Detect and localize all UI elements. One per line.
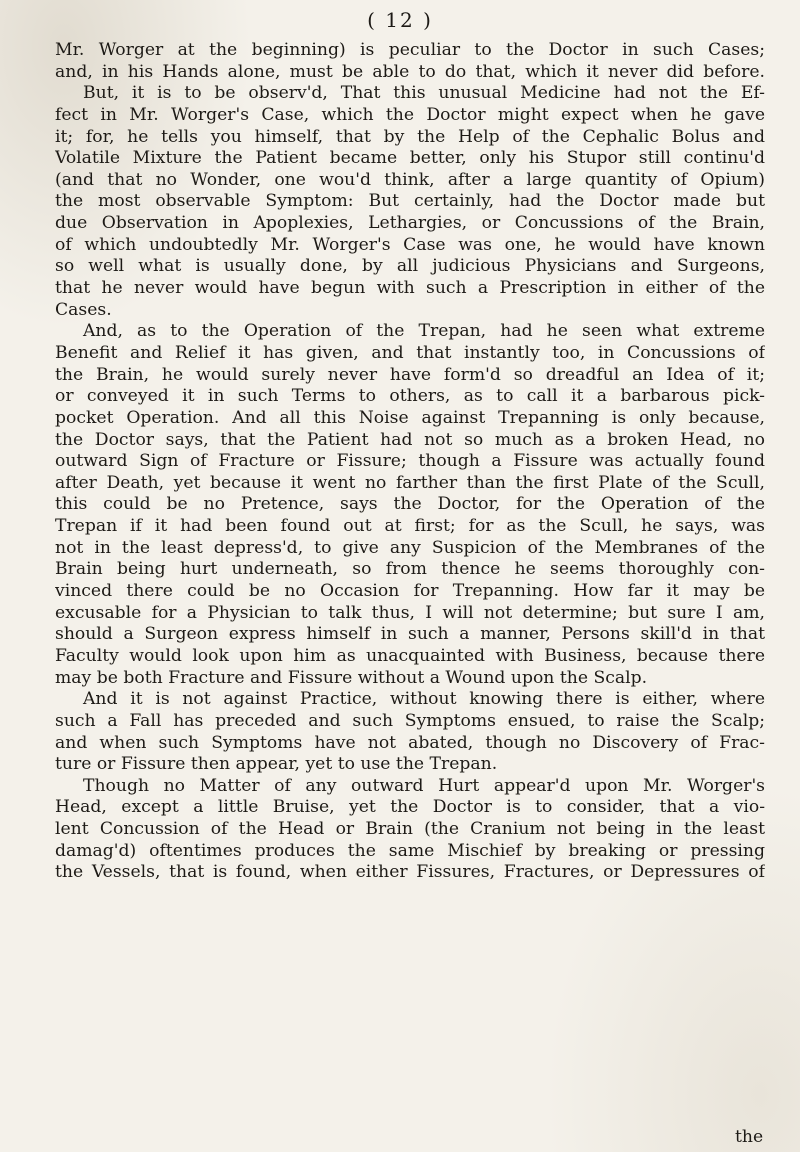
text-line: And it is not against Practice, without knowing there is either, where <box>83 689 765 710</box>
text-line: fect in Mr. Worger's Case, which the Doctor might expect when he gave <box>55 104 765 125</box>
text-line: or conveyed it in such Terms to others, as to call it a barbarous pick- <box>55 386 765 407</box>
text-line: Mr. Worger at the beginning) is peculiar to the Doctor in such Cases; <box>55 40 765 60</box>
text-line: that he never would have begun with such a Prescription in either of the <box>55 278 765 299</box>
text-line: Head, except a little Bruise, yet the Doctor is to consider, that a vio- <box>55 797 765 818</box>
text-line: ture or Fissure then appear, yet to use the Trepan. <box>55 754 498 775</box>
text-line: the Brain, he would surely never have form'd so dreadful an Idea of it; <box>55 364 765 385</box>
text-line: But, it is to be observ'd, That this unusual Medicine had not the Ef- <box>83 83 765 104</box>
text-line: Brain being hurt underneath, so from thence he seems thoroughly con- <box>55 559 765 580</box>
page-number: ( 12 ) <box>367 8 433 32</box>
text-line: And, as to the Operation of the Trepan, had he seen what extreme <box>83 321 765 342</box>
text-line: not in the least depress'd, to give any Suspicion of the Membranes of the <box>55 537 765 558</box>
text-line: vinced there could be no Occasion for Trepanning. How far it may be <box>55 581 765 602</box>
text-line: outward Sign of Fracture or Fissure; though a Fissure was actually found <box>55 451 765 472</box>
text-line: Volatile Mixture the Patient became better, only his Stupor still continu'd <box>55 148 765 169</box>
text-line: pocket Operation. And all this Noise against Trepanning is only because, <box>55 407 765 428</box>
text-line: the Vessels, that is found, when either Fissures, Fractures, or Depressures of <box>55 862 765 883</box>
text-line: damag'd) oftentimes produces the same Mischief by breaking or pressing <box>55 840 765 861</box>
text-line: may be both Fracture and Fissure without a Wound upon the Scalp. <box>55 667 648 688</box>
text-line: and, in his Hands alone, must be able to do that, which it never did before. <box>55 61 765 82</box>
text-line: Cases. <box>55 299 112 320</box>
catchword: the <box>735 1127 764 1147</box>
text-line: the Doctor says, that the Patient had not so much as a broken Head, no <box>55 429 765 450</box>
text-line: the most observable Symptom: But certainly, had the Doctor made but <box>55 191 765 212</box>
body-text <box>55 40 765 884</box>
text-line: this could be no Pretence, says the Doctor, for the Operation of the <box>55 494 765 515</box>
text-line: after Death, yet because it went no farther than the first Plate of the Scull, <box>55 472 765 493</box>
text-line: Trepan if it had been found out at first; for as the Scull, he says, was <box>55 516 765 537</box>
text-line: so well what is usually done, by all judicious Physicians and Surgeons, <box>55 256 765 277</box>
text-line: Benefit and Relief it has given, and that instantly too, in Concussions of <box>55 342 765 363</box>
text-line: Faculty would look upon him as unacquainted with Business, because there <box>55 645 765 666</box>
text-line: due Observation in Apoplexies, Lethargies, or Concussions of the Brain, <box>55 213 765 234</box>
text-line: Though no Matter of any outward Hurt appear'd upon Mr. Worger's <box>83 775 765 796</box>
text-line: of which undoubtedly Mr. Worger's Case was one, he would have known <box>55 234 765 255</box>
text-line: and when such Symptoms have not abated, though no Discovery of Frac- <box>55 732 765 753</box>
text-line: should a Surgeon express himself in such a manner, Persons skill'd in that <box>55 624 765 645</box>
text-line: excusable for a Physician to talk thus, I will not determine; but sure I am, <box>55 602 765 623</box>
text-line: lent Concussion of the Head or Brain (the Cranium not being in the least <box>55 819 765 840</box>
text-line: (and that no Wonder, one wou'd think, after a large quantity of Opium) <box>55 169 765 190</box>
text-line: such a Fall has preceded and such Symptoms ensued, to raise the Scalp; <box>55 710 765 731</box>
text-line: it; for, he tells you himself, that by the Help of the Cephalic Bolus and <box>55 126 765 147</box>
